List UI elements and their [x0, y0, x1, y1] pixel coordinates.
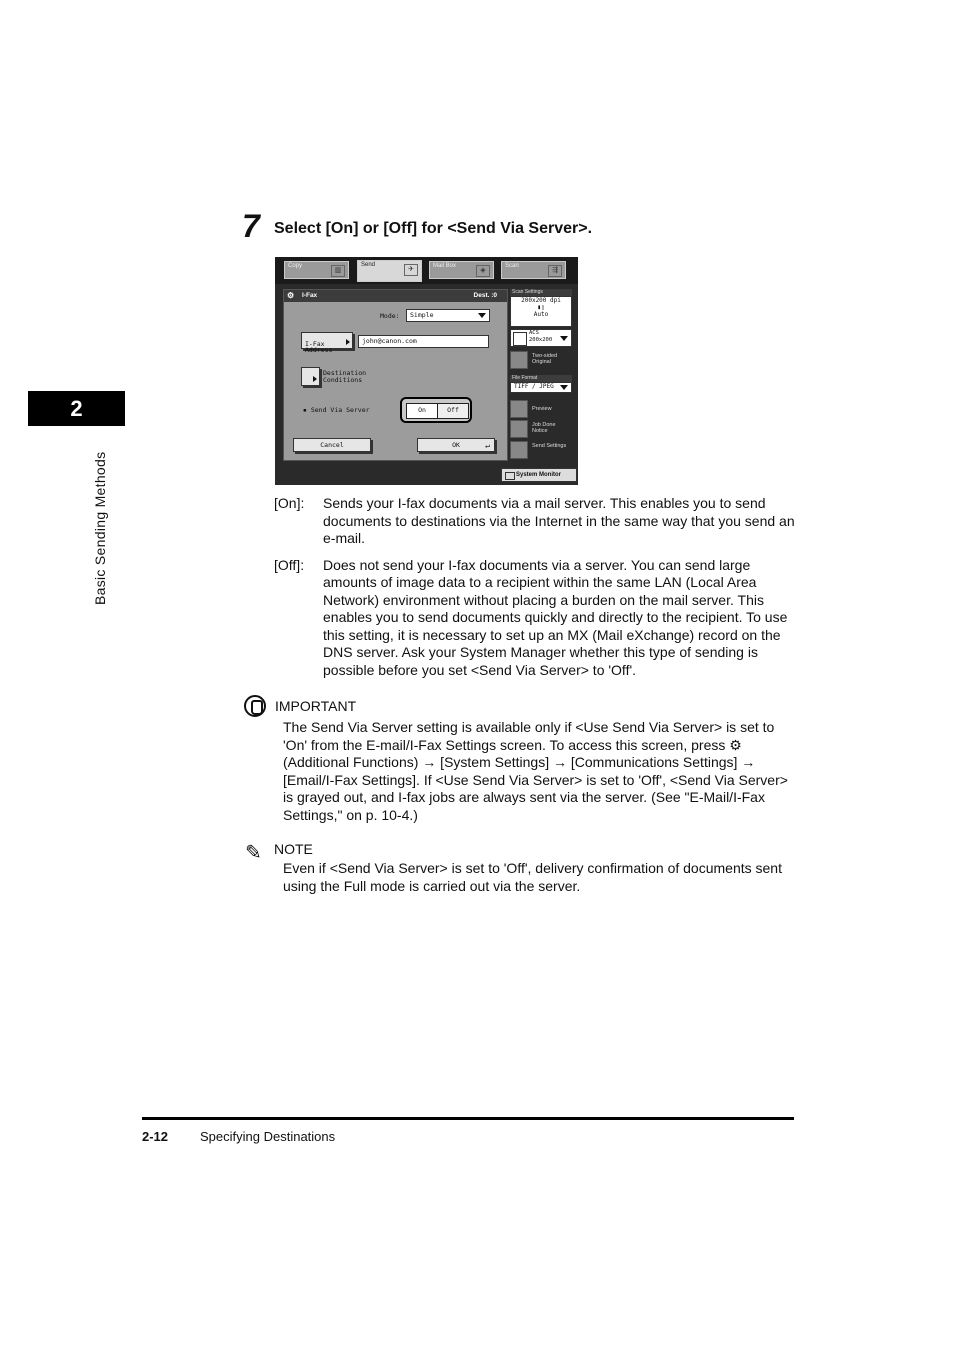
tab-scan[interactable] — [501, 261, 566, 279]
tab-copy[interactable] — [284, 261, 349, 279]
acs-line2: 200x200 — [529, 337, 553, 343]
send-via-server-toggle — [400, 397, 472, 423]
dest-count: Dest. :0 — [473, 292, 497, 299]
two-sided-original-button[interactable] — [510, 351, 572, 369]
address-field[interactable] — [358, 335, 489, 348]
important-body: The Send Via Server setting is available only if <Use Send Via Server> is set to 'On' from the E-mail/I-Fax Settings screen. To access this screen, press ⚙ (Additional Functions) → [System Settings] → [Communications Settings] → [Email/I-Fax Settings]. If <Use Send Via Server> is set to 'Off', <Send Via Server> is grayed out, and I-fax jobs are always sent via the server. (See "E-Mail/I-Fax Settings," on p. 10-4.) — [283, 719, 788, 823]
mode-select[interactable] — [406, 309, 490, 322]
important-hand-icon — [244, 695, 266, 717]
ifax-panel — [283, 289, 508, 461]
scan-icon: ⇶ — [548, 265, 562, 277]
step-number: 7 — [242, 208, 260, 244]
tab-send-label: Send — [361, 262, 376, 268]
job-done-icon — [510, 420, 528, 438]
definition-on — [274, 495, 804, 548]
panel-header — [284, 290, 507, 302]
panel-title: I-Fax — [302, 292, 318, 299]
preview-label: Preview — [532, 406, 552, 412]
acs-icon — [513, 332, 527, 346]
two-sided-icon — [510, 351, 528, 369]
monitor-icon — [505, 472, 515, 480]
system-monitor-label: System Monitor — [516, 472, 562, 478]
tab-send[interactable] — [357, 260, 422, 282]
definition-term: [On]: — [274, 495, 305, 511]
mailbox-icon: ◈ — [476, 265, 490, 277]
scan-settings-header: Scan Settings — [510, 289, 572, 296]
ok-label: OK — [452, 441, 460, 449]
side-settings — [510, 289, 572, 459]
triangle-right-icon — [346, 339, 350, 345]
send-via-server-text: Send Via Server — [310, 406, 370, 414]
device-screen — [275, 257, 578, 485]
on-button[interactable]: On — [406, 403, 438, 419]
ifax-address-label: I-Fax Address — [305, 339, 333, 354]
mode-tabs — [275, 257, 578, 284]
job-done-notice-button[interactable] — [510, 420, 572, 438]
important-heading: IMPORTANT — [275, 698, 357, 714]
definition-list — [274, 495, 804, 688]
enter-icon: ↵ — [485, 441, 490, 450]
acs-line1: ACS — [529, 330, 539, 336]
file-format-header: File Format — [510, 375, 572, 382]
preview-icon — [510, 400, 528, 418]
ifax-address-button[interactable] — [301, 332, 353, 354]
chevron-down-icon — [560, 385, 568, 390]
tab-scan-label: Scan — [505, 263, 519, 269]
footer-section-title: Specifying Destinations — [200, 1129, 336, 1144]
triangle-right-icon — [313, 376, 317, 382]
definition-desc: Does not send your I-fax documents via a server. You can send large amounts of image data to a recipient within the same LAN (Local Area Network) environment without placing a burden on the mail server. This enables you to send documents quickly and directly to the recipient. To use this setting, it is necessary to set up an MX (Mail eXchange) record on the DNS server. Ask your System Manager whether this type of sending is possible before you set <Send Via Server> to 'Off'. — [323, 556, 788, 678]
chevron-down-icon — [478, 313, 486, 318]
page-number: 2-12 — [142, 1129, 169, 1144]
tab-mailbox[interactable] — [429, 261, 494, 279]
mode-label: Mode: — [380, 312, 400, 320]
note-body: Even if <Send Via Server> is set to 'Off', delivery confirmation of documents sent using the Full mode is carried out via the server. — [283, 860, 782, 894]
send-via-server-label — [303, 406, 370, 414]
system-monitor-button[interactable] — [501, 468, 577, 482]
auto-value: Auto — [533, 311, 549, 318]
chapter-number: 2 — [70, 395, 83, 421]
send-settings-icon — [510, 441, 528, 459]
ifax-icon: ⚙ — [287, 291, 295, 300]
address-value: john@canon.com — [362, 337, 417, 345]
cancel-button[interactable]: Cancel — [293, 438, 371, 452]
definition-off — [274, 557, 804, 680]
tab-mailbox-label: Mail Box — [433, 263, 457, 269]
chevron-down-icon — [560, 336, 568, 341]
preview-button[interactable] — [510, 400, 572, 418]
send-icon: ✈ — [404, 264, 418, 276]
off-button[interactable]: Off — [437, 403, 469, 419]
note-pencil-icon: ✎ — [245, 842, 262, 864]
tab-copy-label: Copy — [288, 263, 303, 269]
two-sided-label: Two-sided Original — [532, 353, 558, 365]
bullet-icon: ▪ — [303, 406, 307, 414]
footer-rule — [142, 1117, 794, 1120]
paper-size-icon: ▮▯ — [537, 304, 545, 311]
step-title: Select [On] or [Off] for <Send Via Server>. — [274, 220, 593, 237]
acs-select[interactable] — [510, 329, 572, 347]
ok-button[interactable] — [417, 438, 495, 452]
job-done-label: Job Done Notice — [532, 422, 556, 434]
note-heading: NOTE — [274, 841, 313, 857]
mode-value: Simple — [410, 311, 434, 319]
file-format-value: TIFF / JPEG — [514, 383, 554, 390]
send-settings-label: Send Settings — [532, 443, 567, 449]
file-format-select[interactable] — [510, 382, 572, 393]
chapter-title-vertical: Basic Sending Methods — [92, 451, 108, 605]
definition-desc: Sends your I-fax documents via a mail server. This enables you to send documents to destinations via the Internet in the same way that you send an e-mail. — [323, 495, 795, 546]
send-settings-button[interactable] — [510, 441, 572, 459]
resolution-box[interactable] — [510, 296, 572, 327]
resolution-value: 200x200 dpi — [521, 297, 561, 304]
definition-term: [Off]: — [274, 556, 305, 573]
copy-icon: ▥ — [331, 265, 345, 277]
destination-conditions-label: Destination Conditions — [323, 369, 367, 384]
destination-conditions-button[interactable] — [301, 367, 320, 386]
